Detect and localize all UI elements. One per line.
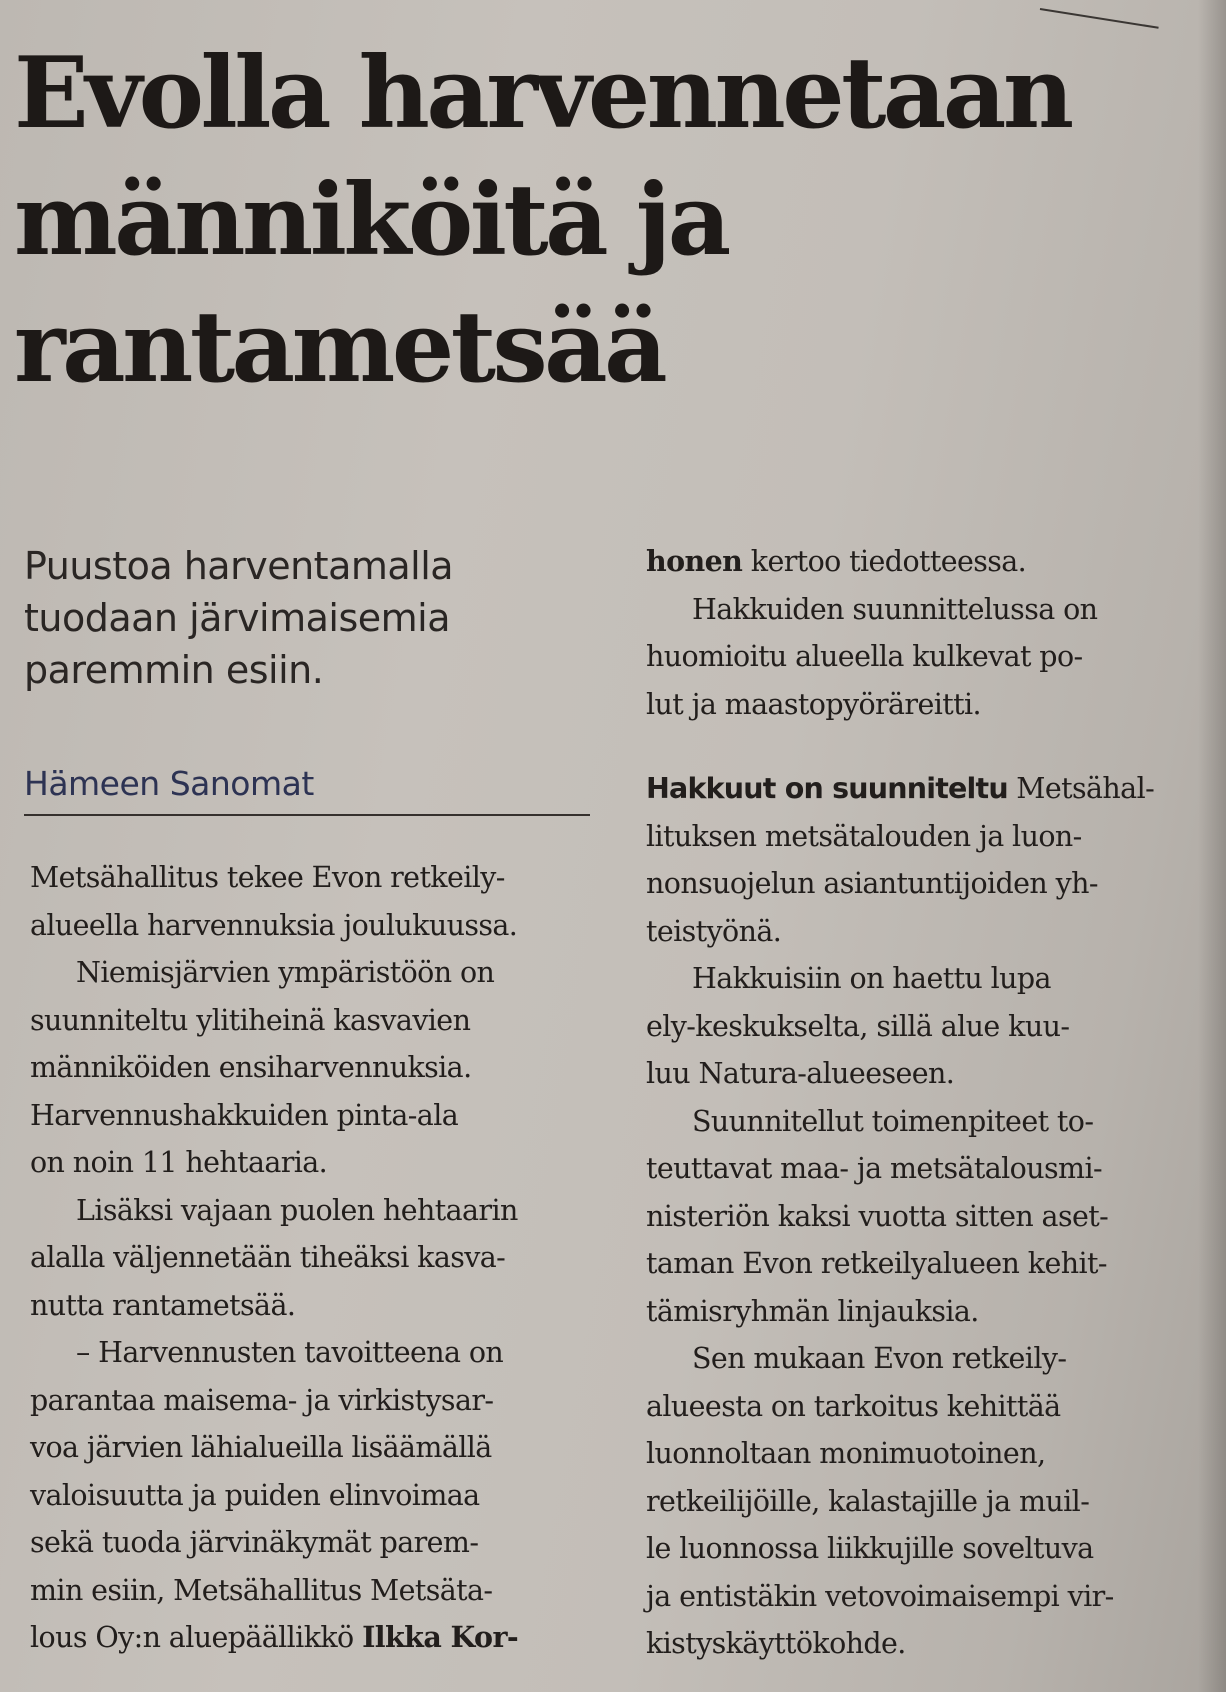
body-line: Hakkuisiin on haettu lupa xyxy=(692,962,1051,995)
top-corner-rule xyxy=(1040,8,1159,29)
body-line: Niemisjärvien ympäristöön on xyxy=(76,956,495,989)
byline-divider xyxy=(24,814,590,816)
lead-line: tuodaan järvimaisemia xyxy=(24,596,450,640)
body-line: – Harvennusten tavoitteena on xyxy=(76,1336,504,1369)
body-line: Lisäksi vajaan puolen hehtaarin xyxy=(76,1193,518,1227)
body-line: sekä tuoda järvinäkymät parem- xyxy=(30,1526,479,1559)
body-line: Harvennushakkuiden pinta-ala xyxy=(30,1098,459,1132)
body-line: ely-keskukselta, sillä alue kuu- xyxy=(646,1009,1070,1043)
body-line: valoisuutta ja puiden elinvoimaa xyxy=(30,1478,480,1512)
paragraph-gap xyxy=(646,728,1186,765)
body-line: luonnoltaan monimuotoinen, xyxy=(646,1437,1046,1470)
body-text: kertoo tiedotteessa. xyxy=(742,545,1027,578)
body-line: lut ja maastopyöräreitti. xyxy=(646,687,981,721)
page-edge-shadow xyxy=(1198,0,1226,1692)
body-line: teuttavat maa- ja metsätalousmi- xyxy=(646,1152,1102,1185)
body-line: nutta rantametsää. xyxy=(30,1288,296,1322)
body-column-left xyxy=(30,854,600,1662)
headline-line: männiköitä ja xyxy=(14,163,728,278)
body-line: ja entistäkin vetovoimaisempi vir- xyxy=(646,1579,1114,1613)
body-line: alueesta on tarkoitus kehittää xyxy=(646,1389,1061,1423)
lead-paragraph xyxy=(24,540,584,696)
subheading-lead-in: Hakkuut on suunniteltu xyxy=(646,772,1008,805)
body-line: Metsähallitus tekee Evon retkeily- xyxy=(30,861,505,894)
lead-line: Puustoa harventamalla xyxy=(24,544,454,588)
body-line: männiköiden ensiharvennuksia. xyxy=(30,1051,472,1084)
body-line xyxy=(646,765,1186,813)
body-line: nisteriön kaksi vuotta sitten aset- xyxy=(646,1199,1109,1233)
body-line: taman Evon retkeilyalueen kehit- xyxy=(646,1247,1107,1280)
body-column-right xyxy=(646,538,1186,1668)
body-line: on noin 11 hehtaaria. xyxy=(30,1146,328,1179)
body-line: luu Natura-alueeseen. xyxy=(646,1057,955,1090)
body-line: parantaa maisema- ja virkistysar- xyxy=(30,1383,494,1417)
body-line: alueella harvennuksia joulukuussa. xyxy=(30,908,518,942)
person-name-bold: honen xyxy=(646,544,743,578)
body-line: lituksen metsätalouden ja luon- xyxy=(646,819,1082,853)
body-line: alalla väljennetään tiheäksi kasva- xyxy=(30,1241,506,1274)
body-line: suunniteltu ylitiheinä kasvavien xyxy=(30,1003,471,1037)
body-text: Metsähal- xyxy=(1007,772,1155,805)
source-byline: Hämeen Sanomat xyxy=(24,764,314,803)
headline-line: rantametsää xyxy=(14,290,665,405)
body-text: lous Oy:n aluepäällikkö xyxy=(30,1621,363,1654)
body-line: Suunnitellut toimenpiteet to- xyxy=(692,1104,1094,1138)
person-name-bold: Ilkka Kor- xyxy=(362,1620,519,1654)
body-line: voa järvien lähialueilla lisäämällä xyxy=(30,1431,492,1464)
body-line: kistyskäyttökohde. xyxy=(646,1627,906,1660)
body-line: huomioitu alueella kulkevat po- xyxy=(646,640,1083,673)
lead-line: paremmin esiin. xyxy=(24,648,324,692)
body-line: min esiin, Metsähallitus Metsäta- xyxy=(30,1573,493,1607)
body-line xyxy=(646,538,1186,586)
body-line: teistyönä. xyxy=(646,914,782,948)
body-line: le luonnossa liikkujille soveltuva xyxy=(646,1532,1094,1565)
body-line: retkeilijöille, kalastajille ja muil- xyxy=(646,1484,1090,1518)
body-line: Sen mukaan Evon retkeily- xyxy=(692,1342,1067,1375)
body-line: nonsuojelun asiantuntijoiden yh- xyxy=(646,867,1098,900)
body-line: Hakkuiden suunnittelussa on xyxy=(692,592,1098,626)
body-line: tämisryhmän linjauksia. xyxy=(646,1294,979,1328)
headline-line: Evolla harvennetaan xyxy=(14,36,1071,151)
headline xyxy=(14,30,1174,411)
body-line xyxy=(30,1614,600,1662)
